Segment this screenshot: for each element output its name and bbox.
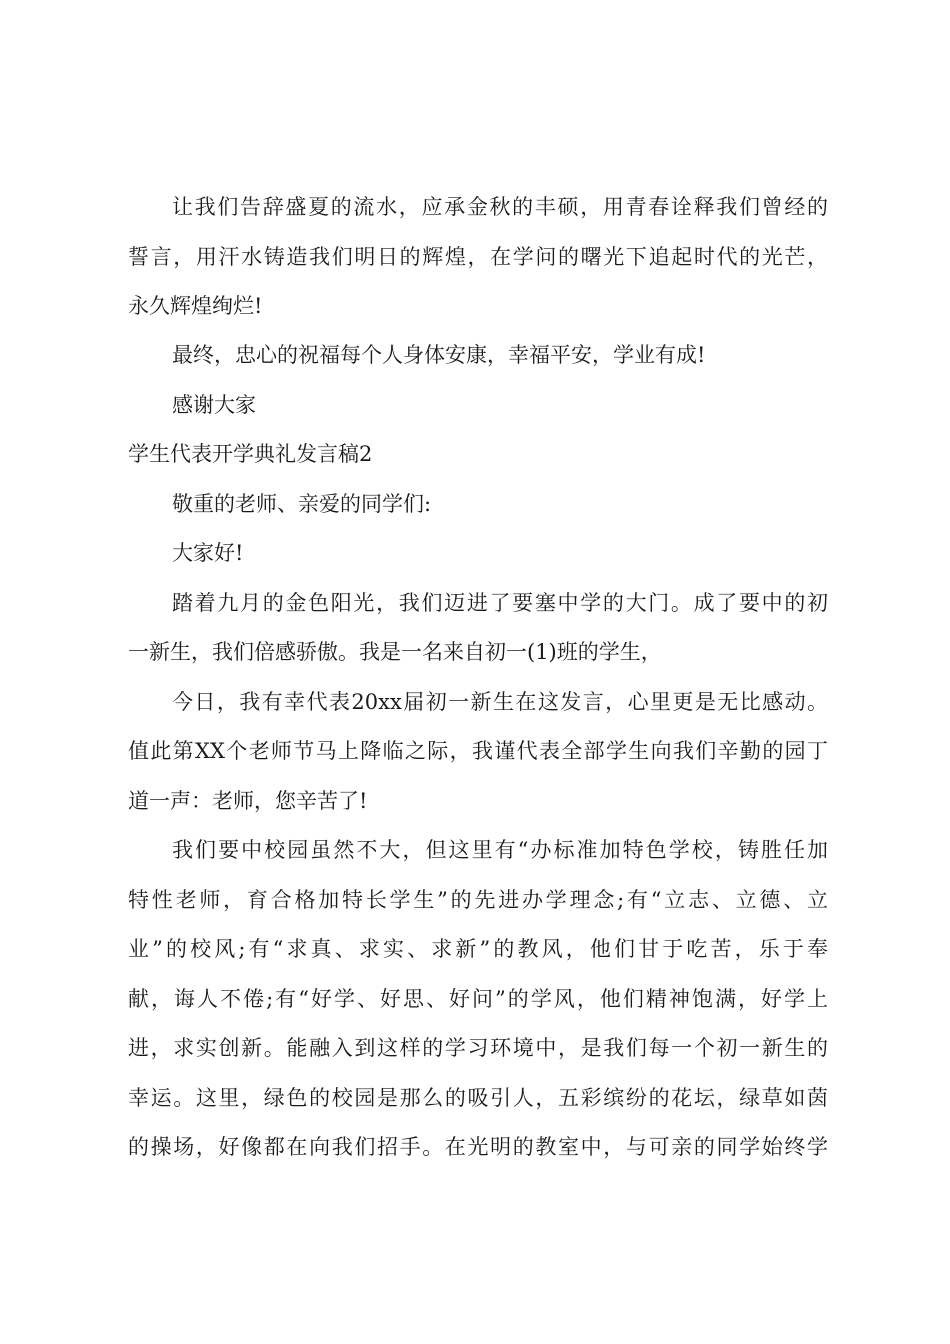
paragraph-line: 我们要中校园虽然不大，但这里有“办标准加特色学校，铸胜任加 — [172, 838, 828, 862]
paragraph-line: 献，诲人不倦;有“好学、好思、好问”的学风，他们精神饱满，好学上 — [128, 987, 828, 1011]
salutation-line: 敬重的老师、亲爱的同学们: — [172, 492, 432, 516]
paragraph-line: 的操场，好像都在向我们招手。在光明的教室中，与可亲的同学始终学 — [128, 1135, 828, 1159]
paragraph-line: 誓言，用汗水铸造我们明日的辉煌，在学问的曙光下追起时代的光芒， — [128, 245, 828, 269]
paragraph-line: 今日，我有幸代表20xx届初一新生在这发言，心里更是无比感动。 — [172, 690, 828, 714]
section-title: 学生代表开学典礼发言稿2 — [128, 442, 373, 466]
paragraph-line: 踏着九月的金色阳光，我们迈进了要塞中学的大门。成了要中的初 — [172, 591, 828, 615]
paragraph-line: 值此第XX个老师节马上降临之际，我谨代表全部学生向我们辛勤的园丁 — [128, 739, 828, 763]
paragraph-line: 永久辉煌绚烂! — [128, 294, 263, 318]
paragraph-line: 进，求实创新。能融入到这样的学习环境中，是我们每一个初一新生的 — [128, 1036, 828, 1060]
paragraph-line: 特性老师，育合格加特长学生”的先进办学理念;有“立志、立德、立 — [128, 888, 828, 912]
greeting-line: 大家好! — [172, 541, 244, 565]
paragraph-line: 最终，忠心的祝福每个人身体安康，幸福平安，学业有成! — [172, 343, 706, 367]
closing-line: 感谢大家 — [172, 393, 256, 417]
paragraph-line: 一新生，我们倍感骄傲。我是一名来自初一(1)班的学生， — [128, 640, 662, 664]
paragraph-line: 幸运。这里，绿色的校园是那么的吸引人，五彩缤纷的花坛，绿草如茵 — [128, 1086, 828, 1110]
paragraph-line: 业”的校风;有“求真、求实、求新”的教风，他们甘于吃苦，乐于奉 — [128, 937, 828, 961]
paragraph-line: 让我们告辞盛夏的流水，应承金秋的丰硕，用青春诠释我们曾经的 — [172, 195, 828, 219]
paragraph-line: 道一声：老师，您辛苦了! — [128, 789, 368, 813]
